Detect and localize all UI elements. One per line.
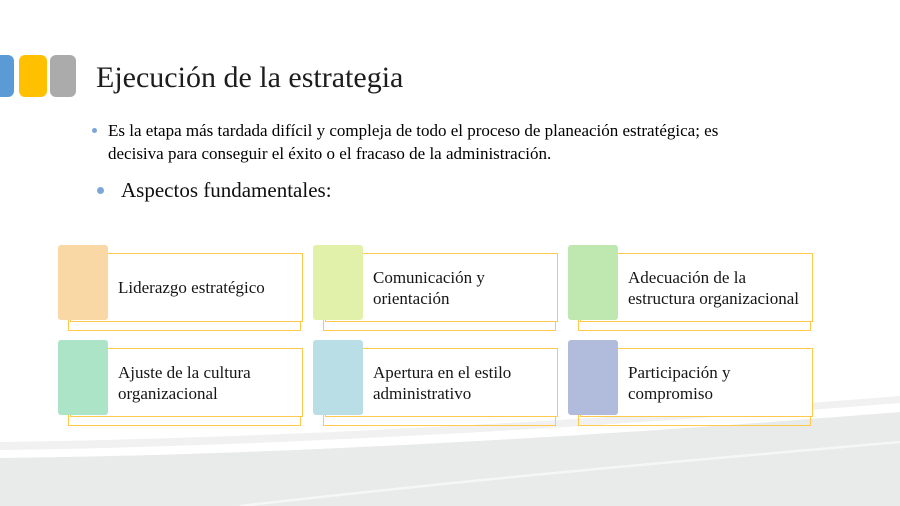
bullet-dot-icon <box>97 187 104 194</box>
aspect-item-ajuste <box>58 340 303 426</box>
item-color-chip <box>568 340 618 415</box>
aspect-item-comunicacion <box>313 245 558 331</box>
aspect-item-participacion <box>568 340 813 426</box>
item-color-chip <box>58 340 108 415</box>
aspect-item-adecuacion <box>568 245 813 331</box>
item-color-chip <box>568 245 618 320</box>
decor-square-yellow <box>19 55 47 97</box>
aspect-item-liderazgo <box>58 245 303 331</box>
bullet-intro-text: Es la etapa más tardada difícil y compleja de todo el proceso de planeación estratégica; es decisiva para conseguir el éxito o el fracaso de la administración. <box>108 121 719 163</box>
bullet-aspects-heading: Aspectos fundamentales: <box>121 178 332 202</box>
slide-title: Ejecución de la estrategia <box>96 61 404 94</box>
aspects-grid <box>58 245 813 426</box>
item-label: Apertura en el estilo administrativo <box>373 362 512 403</box>
bullet-dot-icon <box>92 128 97 133</box>
item-label: Ajuste de la cultura organizacional <box>118 362 251 403</box>
aspect-item-apertura <box>313 340 558 426</box>
item-color-chip <box>313 245 363 320</box>
item-label: Participación y compromiso <box>628 362 731 403</box>
item-label: Comunicación y orientación <box>373 267 485 308</box>
footer-wave-lower-band <box>0 412 900 506</box>
decor-square-blue <box>0 55 14 97</box>
item-label: Adecuación de la estructura organizacional <box>628 267 800 308</box>
item-color-chip <box>58 245 108 320</box>
item-label: Liderazgo estratégico <box>118 278 265 297</box>
item-color-chip <box>313 340 363 415</box>
decor-square-gray <box>50 55 76 97</box>
